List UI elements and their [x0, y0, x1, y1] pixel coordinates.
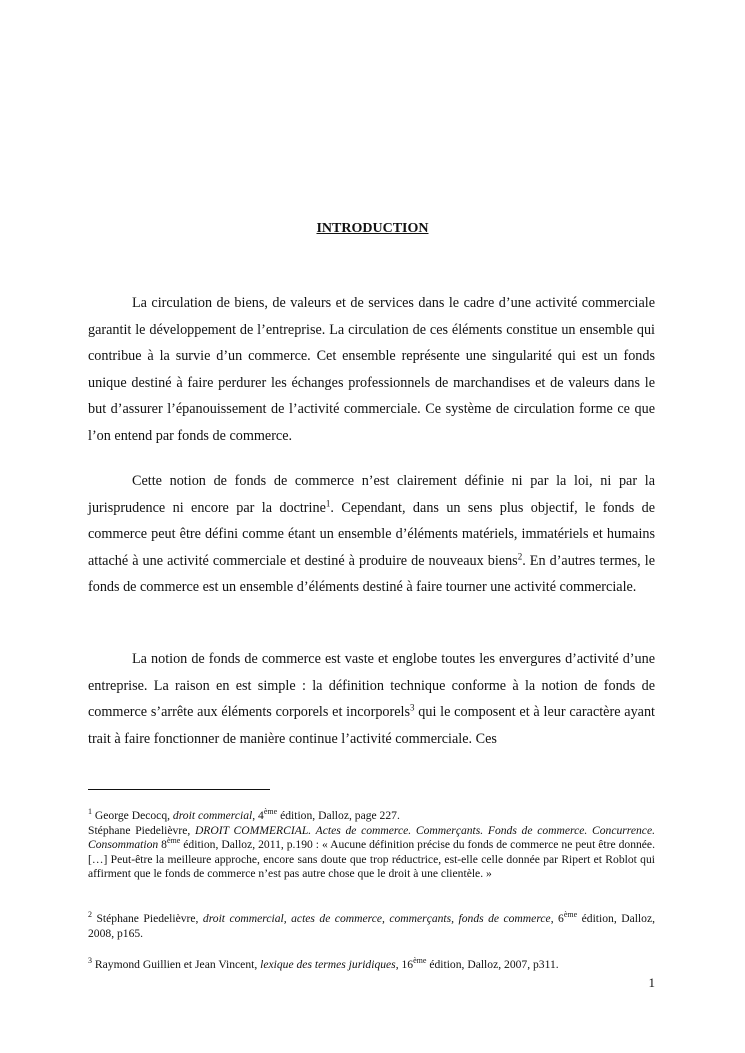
footnote-1-second-ordinal: ème	[166, 836, 181, 846]
footnote-2-text-3: édition, Dalloz, 2008, p165.	[88, 912, 655, 940]
footnote-1-quote: édition, Dalloz, 2011, p.190 : « Aucune définition précise du fonds de commerce ne peut être donnée.[…] Peut-être la meilleure approche, encore sans doute que trop réductrice, est-elle celle donnée par Ripert et Roblot qui affirment que le fonds de commerce n’est pas autre chose que le droit à une clientèle. »	[88, 838, 655, 880]
footnote-2-ordinal: ème	[563, 910, 578, 920]
paragraph-1: La circulation de biens, de valeurs et de services dans le cadre d’une activité commerciale garantit le développement de l’entreprise. La circulation de ces éléments constitue un ensemble qui contribue à la survie d’un commerce. Cet ensemble représente une singularité qui est un fonds unique destiné à faire perdurer les échanges professionnels de marchandises et de valeurs dans le but d’assurer l’épanouissement de l’activité commerciale. Ce système de circulation forme ce que l’on entend par fonds de commerce.	[88, 295, 655, 444]
paragraph-3-text-b: qui le composent et à leur caractère ayant trait à faire fonctionner de manière continue l’activité commerciale. Ces	[88, 704, 655, 747]
footnote-ref-3: 3	[410, 702, 415, 713]
footnote-separator	[88, 789, 270, 790]
footnote-ref-1: 1	[325, 497, 331, 508]
page-number: 1	[648, 975, 655, 990]
footnote-1-second-author: Stéphane Piedelièvre,	[88, 823, 195, 837]
footnote-3-book-title: lexique des termes juridiques	[260, 958, 396, 971]
footnote-3-number: 3	[88, 956, 92, 966]
footnote-2-text-2: , 6	[550, 912, 564, 925]
footnote-ref-2: 2	[517, 550, 523, 561]
footnote-1-ordinal: ème	[263, 807, 278, 817]
footnote-2-number: 2	[88, 910, 92, 920]
paragraph-2-text-b: . Cependant, dans un sens plus objectif, le fonds de commerce peut être défini comme étant un ensemble d’éléments matériels, immatériels et humains attaché à une activité commerciale et destiné à produire de nouveaux biens	[88, 499, 656, 569]
footnote-1-text-3: édition, Dalloz, page 227.	[277, 809, 400, 822]
footnote-1-text: George Decocq,	[92, 809, 173, 822]
footnote-3-text: Raymond Guillien et Jean Vincent,	[92, 958, 261, 971]
footnote-2	[88, 912, 655, 941]
paragraph-2	[88, 468, 655, 601]
footnote-3-text-3: édition, Dalloz, 2007, p311.	[426, 958, 559, 971]
footnote-3-text-2: , 16	[395, 958, 414, 971]
footnote-1-second-text: 8	[158, 838, 167, 851]
footnote-1-book-title: droit commercial	[172, 809, 253, 822]
footnote-3-ordinal: ème	[413, 956, 427, 966]
footnote-1-text-2: , 4	[252, 809, 264, 822]
footnote-1	[88, 809, 655, 882]
paragraph-3	[88, 646, 655, 752]
paragraph-3-text-a: La notion de fonds de commerce est vaste et englobe toutes les envergures d’activité d’une entreprise. La raison en est simple : la définition technique conforme à la notion de fonds de commerce s’arrête aux éléments corporels et incorporels	[88, 651, 655, 720]
paragraph-2-text-a: Cette notion de fonds de commerce n’est clairement définie ni par la loi, ni par la jurisprudence ni encore par la doctrine	[88, 473, 655, 516]
page-title: INTRODUCTION	[316, 221, 429, 236]
footnote-2-book-title: droit commercial, actes de commerce, commerçants, fonds de commerce	[202, 912, 551, 925]
footnote-1-second-title: DROIT COMMERCIAL. Actes de commerce. Commerçants. Fonds de commerce. Concurrence. Consommation	[88, 823, 655, 851]
footnote-2-text: Stéphane Piedelièvre,	[92, 912, 203, 925]
paragraph-2-text-c: . En d’autres termes, le fonds de commerce est un ensemble d’éléments destiné à faire tourner une activité commerciale.	[88, 552, 655, 595]
footnote-1-number: 1	[88, 807, 92, 817]
footnote-3	[88, 958, 655, 973]
